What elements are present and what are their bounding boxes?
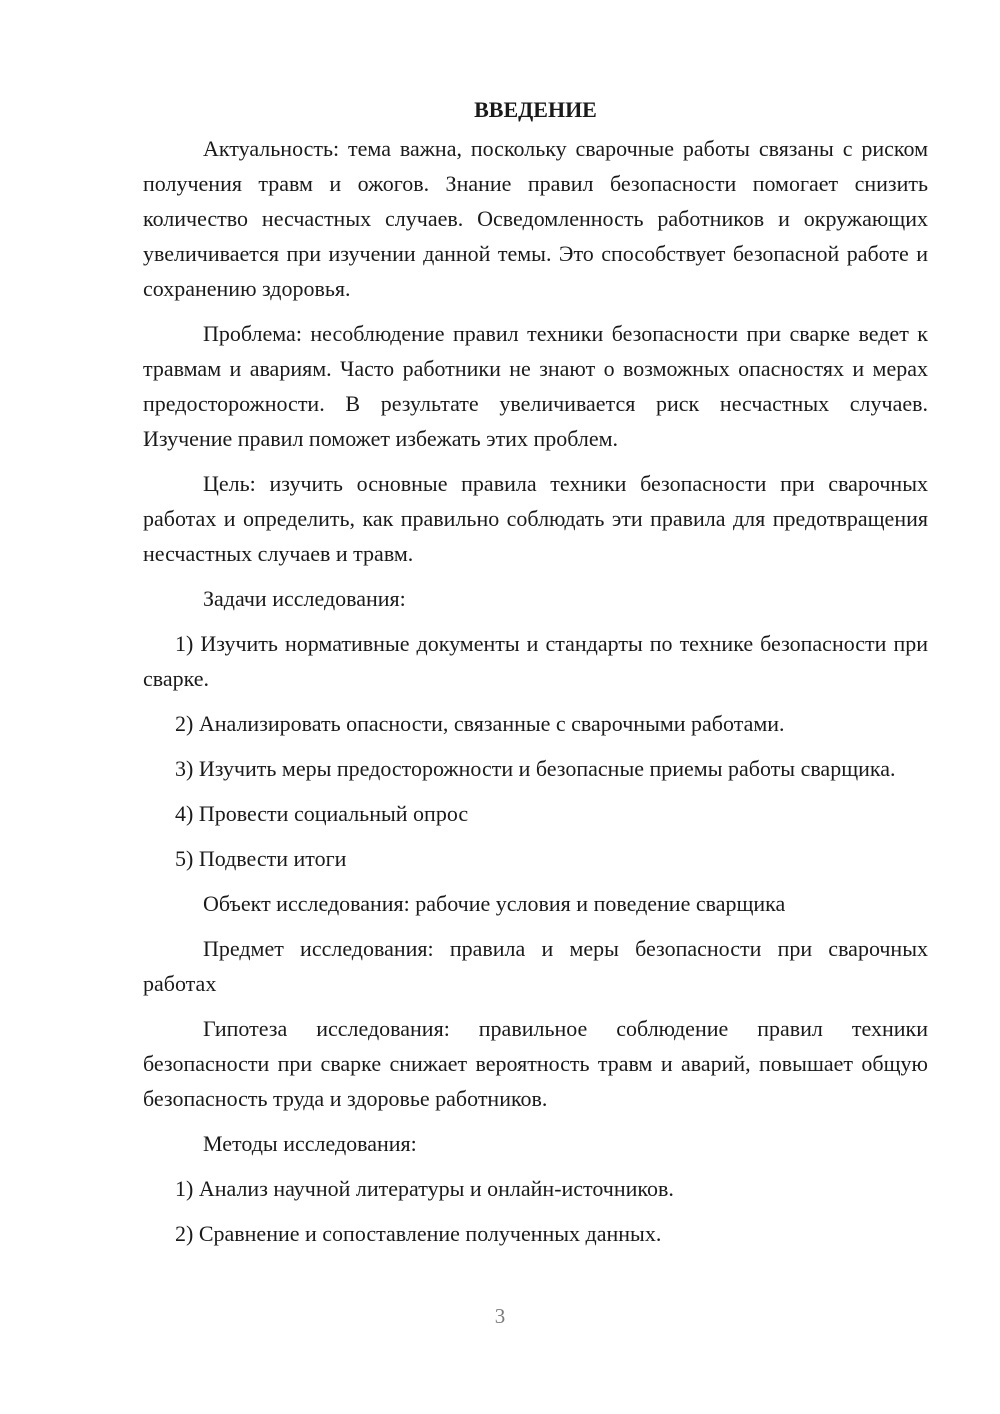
goal-paragraph: Цель: изучить основные правила техники безопасности при сварочных работах и определить, как правильно соблюдать эти правила для предотвращения несчастных случаев и травм. <box>143 471 928 566</box>
task-item-2: 2) Анализировать опасности, связанные с сварочными работами. <box>175 711 785 736</box>
method-item-1: 1) Анализ научной литературы и онлайн-источников. <box>175 1176 674 1201</box>
task-item-3: 3) Изучить меры предосторожности и безопасные приемы работы сварщика. <box>175 756 896 781</box>
object-paragraph: Объект исследования: рабочие условия и поведение сварщика <box>203 891 786 916</box>
task-item-5: 5) Подвести итоги <box>175 846 347 871</box>
hypothesis-paragraph: Гипотеза исследования: правильное соблюдение правил техники безопасности при сварке снижает вероятность травм и аварий, повышает общую безопасность труда и здоровье работников. <box>143 1016 928 1111</box>
method-item-2: 2) Сравнение и сопоставление полученных данных. <box>175 1221 662 1246</box>
task-item-1: 1) Изучить нормативные документы и стандарты по технике безопасности при сварке. <box>143 631 928 691</box>
page-number: 3 <box>494 1304 506 1328</box>
problem-paragraph: Проблема: несоблюдение правил техники безопасности при сварке ведет к травмам и авариям. Часто работники не знают о возможных опасностях и мерах предосторожности. В результате увеличивается риск несчастных случаев. Изучение правил поможет избежать этих проблем. <box>143 321 928 451</box>
section-title: ВВЕДЕНИЕ <box>474 97 597 122</box>
tasks-heading: Задачи исследования: <box>203 586 406 611</box>
document-page <box>143 92 928 1261</box>
relevance-paragraph: Актуальность: тема важна, поскольку сварочные работы связаны с риском получения травм и ожогов. Знание правил безопасности помогает снизить количество несчастных случаев. Осведомленность работников и окружающих увеличивается при изучении данной темы. Это способствует безопасной работе и сохранению здоровья. <box>143 136 928 301</box>
methods-heading: Методы исследования: <box>203 1131 417 1156</box>
task-item-4: 4) Провести социальный опрос <box>175 801 469 826</box>
subject-paragraph: Предмет исследования: правила и меры безопасности при сварочных работах <box>143 936 928 996</box>
